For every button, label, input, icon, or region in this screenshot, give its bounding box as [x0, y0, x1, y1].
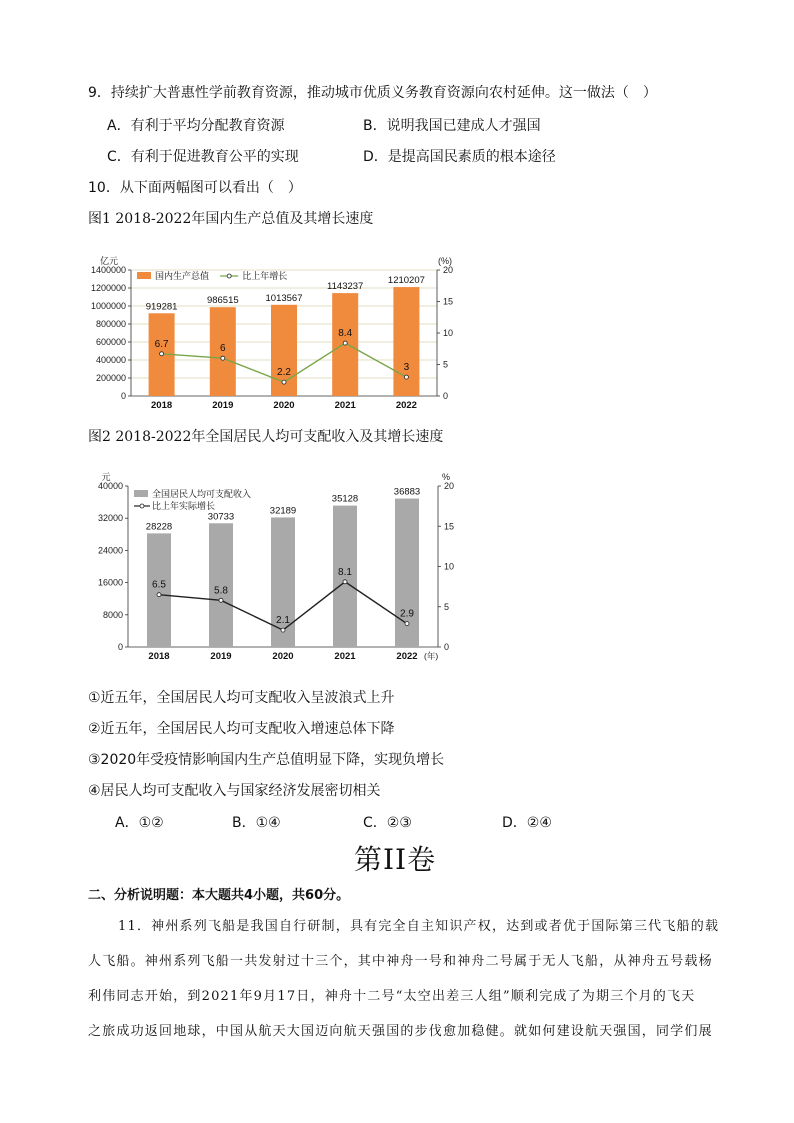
x-tick-label: 2019: [212, 400, 234, 411]
q10-option-b: B．①④: [232, 815, 281, 831]
growth-value-label: 6.7: [154, 338, 169, 350]
growth-value-label: 6: [220, 343, 226, 355]
legend-line-marker: [227, 274, 231, 278]
growth-value-label: 3: [403, 362, 410, 374]
y-tick-label: 1000000: [90, 301, 126, 311]
legend-line-label: 比上年实际增长: [152, 501, 216, 511]
growth-point: [160, 352, 164, 356]
legend-line-marker: [140, 504, 144, 508]
y-axis-unit-label: 元: [101, 472, 111, 482]
q9-option-b: B．说明我国已建成人才强国: [363, 118, 541, 134]
q11-line-1: 11．神州系列飞船是我国自行研制，具有完全自主知识产权，达到或者优于国际第三代飞船的载: [118, 919, 720, 934]
y2-tick-label: 0: [444, 642, 450, 652]
growth-point: [157, 593, 161, 597]
y-axis-unit-label: 亿元: [99, 256, 119, 266]
y-tick-label: 16000: [97, 577, 123, 588]
x-tick-label: 2022: [396, 651, 418, 662]
y-tick-label: 600000: [95, 337, 126, 347]
bar-value-label: 30733: [207, 511, 235, 523]
q10-statement-1: ①近五年，全国居民人均可支配收入呈波浪式上升: [88, 690, 395, 706]
x-tick-label: 2021: [334, 651, 356, 662]
gdp-chart: [88, 246, 468, 418]
growth-value-label: 5.8: [214, 585, 228, 597]
y-tick-label: 800000: [95, 319, 126, 329]
y2-tick-label: 5: [444, 601, 450, 612]
growth-point: [219, 598, 223, 602]
y-tick-label: 8000: [102, 609, 123, 620]
q10-statement-2: ②近五年，全国居民人均可支配收入增速总体下降: [88, 721, 395, 737]
bar-value-label: 36883: [393, 486, 421, 498]
q10-option-a: A．①②: [115, 815, 164, 831]
x-tick-label: 2018: [151, 400, 173, 411]
q10-stem: 10．从下面两幅图可以看出（ ）: [88, 180, 302, 196]
q10-statement-4: ④居民人均可支配收入与国家经济发展密切相关: [88, 783, 381, 799]
x-tick-label: 2021: [334, 400, 356, 411]
bar-value-label: 35128: [331, 493, 359, 505]
growth-value-label: 8.1: [338, 566, 352, 578]
growth-value-label: 2.9: [400, 608, 414, 620]
y-tick-label: 0: [120, 391, 126, 401]
y-tick-label: 0: [117, 642, 123, 652]
legend-bar-swatch: [134, 490, 148, 497]
growth-point: [343, 341, 347, 345]
y2-tick-label: 15: [444, 521, 455, 532]
growth-value-label: 2.1: [276, 615, 290, 627]
figure2-title: 图2 2018-2022年全国居民人均可支配收入及其增长速度: [88, 429, 444, 445]
legend-bar-swatch: [137, 272, 151, 279]
y-tick-label: 40000: [97, 481, 123, 491]
growth-value-label: 8.4: [338, 328, 353, 340]
y2-tick-label: 0: [443, 391, 449, 401]
bar-value-label: 1210207: [387, 275, 425, 287]
q11-line-3: 利伟同志开始，到2021年9月17日，神舟十二号“太空出差三人组”顺利完成了为期三个月的飞天: [88, 989, 696, 1004]
y-tick-label: 24000: [97, 545, 123, 556]
x-axis-unit-label: (年): [424, 651, 439, 661]
x-tick-label: 2018: [148, 651, 170, 662]
bar-2020: [271, 517, 295, 647]
y2-axis-unit-label: (%): [438, 256, 452, 266]
growth-point: [221, 356, 225, 360]
growth-value-label: 2.2: [277, 367, 291, 379]
q9-stem: 9．持续扩大普惠性学前教育资源，推动城市优质义务教育资源向农村延伸。这一做法（ ）: [88, 85, 657, 101]
bar-value-label: 28228: [145, 521, 173, 533]
legend-bar-label: 全国居民人均可支配收入: [152, 489, 252, 499]
y-tick-label: 1400000: [90, 265, 126, 275]
q9-option-d: D．是提高国民素质的根本途径: [363, 149, 556, 165]
growth-point: [282, 380, 286, 384]
income-chart: [88, 462, 468, 670]
q9-option-a: A．有利于平均分配教育资源: [107, 118, 285, 134]
bar-value-label: 1013567: [265, 292, 303, 304]
q11-line-2: 人飞船。神州系列飞船一共发射过十三个，其中神舟一号和神舟二号属于无人飞船，从神舟五号载杨: [88, 954, 713, 969]
growth-point: [343, 580, 347, 584]
q10-statement-3: ③2020年受疫情影响国内生产总值明显下降，实现负增长: [88, 752, 445, 768]
part2-section-heading: 二、分析说明题：本大题共4小题，共60分。: [88, 888, 350, 903]
q10-option-d: D．②④: [502, 815, 552, 831]
x-tick-label: 2020: [273, 400, 295, 411]
growth-point: [405, 622, 409, 626]
bar-value-label: 1143237: [327, 281, 364, 293]
legend-bar-label: 国内生产总值: [155, 271, 210, 281]
q10-option-c: C．②③: [363, 815, 412, 831]
bar-value-label: 32189: [269, 505, 297, 517]
y-tick-label: 32000: [97, 513, 123, 524]
y2-tick-label: 10: [443, 328, 454, 338]
figure1-title: 图1 2018-2022年国内生产总值及其增长速度: [88, 211, 374, 227]
x-tick-label: 2020: [272, 651, 294, 662]
q9-option-c: C．有利于促进教育公平的实现: [107, 149, 299, 165]
legend-line-label: 比上年增长: [242, 271, 288, 281]
growth-value-label: 6.5: [152, 579, 166, 591]
bar-value-label: 919281: [145, 301, 178, 313]
y2-tick-label: 15: [443, 296, 454, 307]
y2-axis-unit-label: %: [441, 472, 451, 482]
y-tick-label: 1200000: [90, 283, 126, 293]
q11-line-4: 之旅成功返回地球，中国从航天大国迈向航天强国的步伐愈加稳健。就如何建设航天强国，同学们展: [88, 1024, 713, 1039]
bar-value-label: 986515: [206, 295, 239, 307]
y2-tick-label: 20: [444, 481, 455, 491]
y2-tick-label: 5: [443, 359, 449, 370]
y-tick-label: 200000: [95, 373, 126, 383]
x-tick-label: 2022: [395, 400, 417, 411]
y-tick-label: 400000: [95, 355, 126, 365]
bar-2022: [393, 287, 419, 396]
x-tick-label: 2019: [210, 651, 232, 662]
growth-point: [404, 375, 408, 379]
y2-tick-label: 10: [444, 561, 455, 572]
growth-point: [281, 628, 285, 632]
y2-tick-label: 20: [443, 265, 454, 275]
part2-title: 第II卷: [354, 843, 437, 876]
